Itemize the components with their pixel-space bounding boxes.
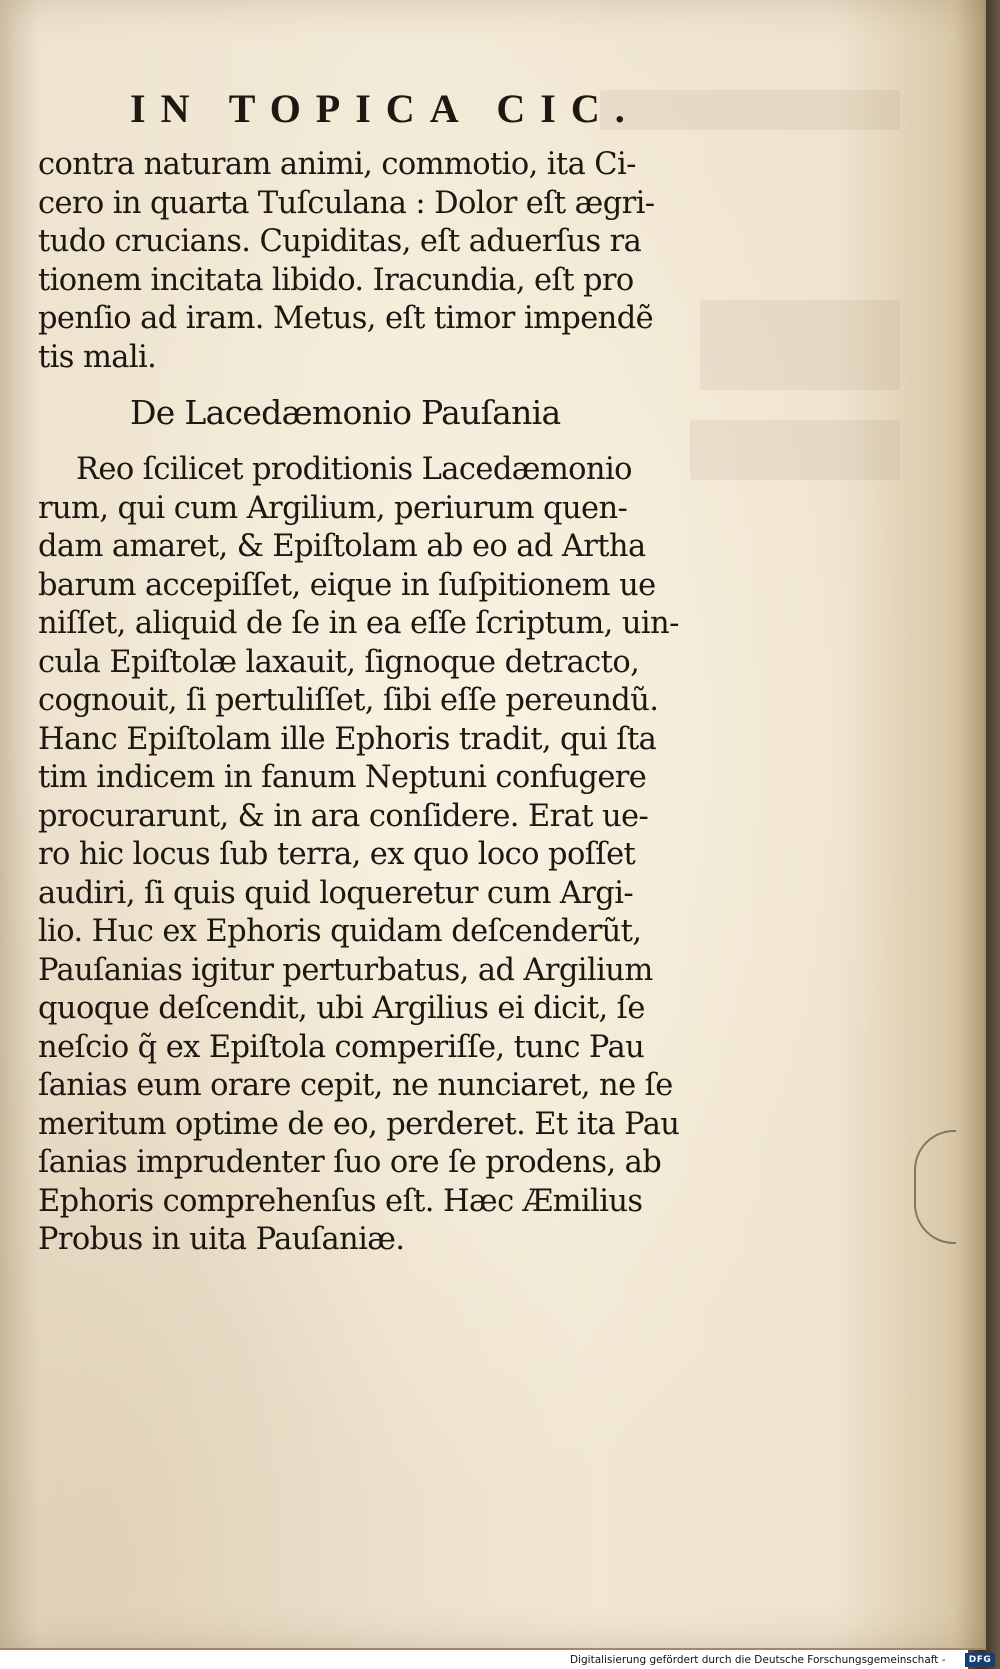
text-line: tim indicem in fanum Neptuni confugere — [38, 760, 647, 795]
bleed-through-mark — [700, 300, 900, 390]
text-line: Probus in uita Pauſaniæ. — [38, 1222, 405, 1257]
text-line: tis mali. — [38, 339, 157, 375]
text-line: cero in quarta Tuſculana : Dolor eſt ægri- — [38, 185, 655, 221]
text-line: tudo crucians. Cupiditas, eſt aduerſus ra — [38, 224, 642, 259]
text-line: dam amaret, & Epiſtolam ab eo ad Artha — [38, 529, 646, 564]
text-line: ſanias imprudenter ſuo ore ſe prodens, ab — [38, 1145, 662, 1180]
text-line: meritum optime de eo, perderet. Et ita Pau — [38, 1106, 680, 1142]
dfg-logo: DFG — [965, 1653, 995, 1667]
text-line: barum accepiſſet, eique in ſuſpitionem ue — [38, 567, 656, 603]
text-line: niſſet, aliquid de ſe in ea eſſe ſcriptum, uin- — [38, 606, 679, 641]
section-heading: De Lacedæmonio Pauſania — [130, 393, 561, 432]
text-line: lio. Huc ex Ephoris quidam deſcenderũt, — [38, 914, 642, 949]
page-body-text — [38, 146, 708, 1260]
paragraph-1 — [38, 146, 708, 377]
text-line: cula Epiſtolæ laxauit, ſignoque detracto, — [38, 644, 640, 680]
text-line: Reo ſcilicet proditionis Lacedæmonio — [76, 452, 632, 487]
text-line: ro hic locus ſub terra, ex quo loco poſſet — [38, 837, 636, 872]
text-line: contra naturam animi, commotio, ita Ci- — [38, 147, 636, 182]
text-line: procurarunt, & in ara conſidere. Erat ue- — [38, 798, 649, 834]
bleed-through-mark — [690, 420, 900, 480]
text-line: Pauſanias igitur perturbatus, ad Argilium — [38, 952, 653, 988]
text-line: neſcio q̃ ex Epiſtola comperiſſe, tunc Pau — [38, 1029, 645, 1065]
text-line: cognouit, ſi pertuliſſet, ſibi eſſe pereundũ. — [38, 683, 659, 718]
text-line: quoque deſcendit, ubi Argilius ei dicit, ſe — [38, 991, 645, 1026]
digitization-credit: Digitalisierung gefördert durch die Deutsche Forschungsgemeinschaft - — [570, 1654, 946, 1666]
page-edge-arc-mark — [914, 1130, 956, 1244]
text-line: Hanc Epiſtolam ille Ephoris tradit, qui ſta — [38, 721, 657, 757]
paragraph-2 — [38, 451, 708, 1260]
running-header: IN TOPICA CIC. — [130, 86, 640, 131]
text-line: audiri, ſi quis quid loqueretur cum Argi- — [38, 875, 634, 911]
text-line: Ephoris comprehenſus eſt. Hæc Æmilius — [38, 1183, 643, 1219]
text-line: ſanias eum orare cepit, ne nunciaret, ne ſe — [38, 1068, 673, 1103]
text-line: rum, qui cum Argilium, periurum quen- — [38, 490, 628, 526]
text-line: tionem incitata libido. Iracundia, eſt pro — [38, 262, 634, 298]
text-line: penſio ad iram. Metus, eſt timor impendẽ — [38, 301, 654, 336]
